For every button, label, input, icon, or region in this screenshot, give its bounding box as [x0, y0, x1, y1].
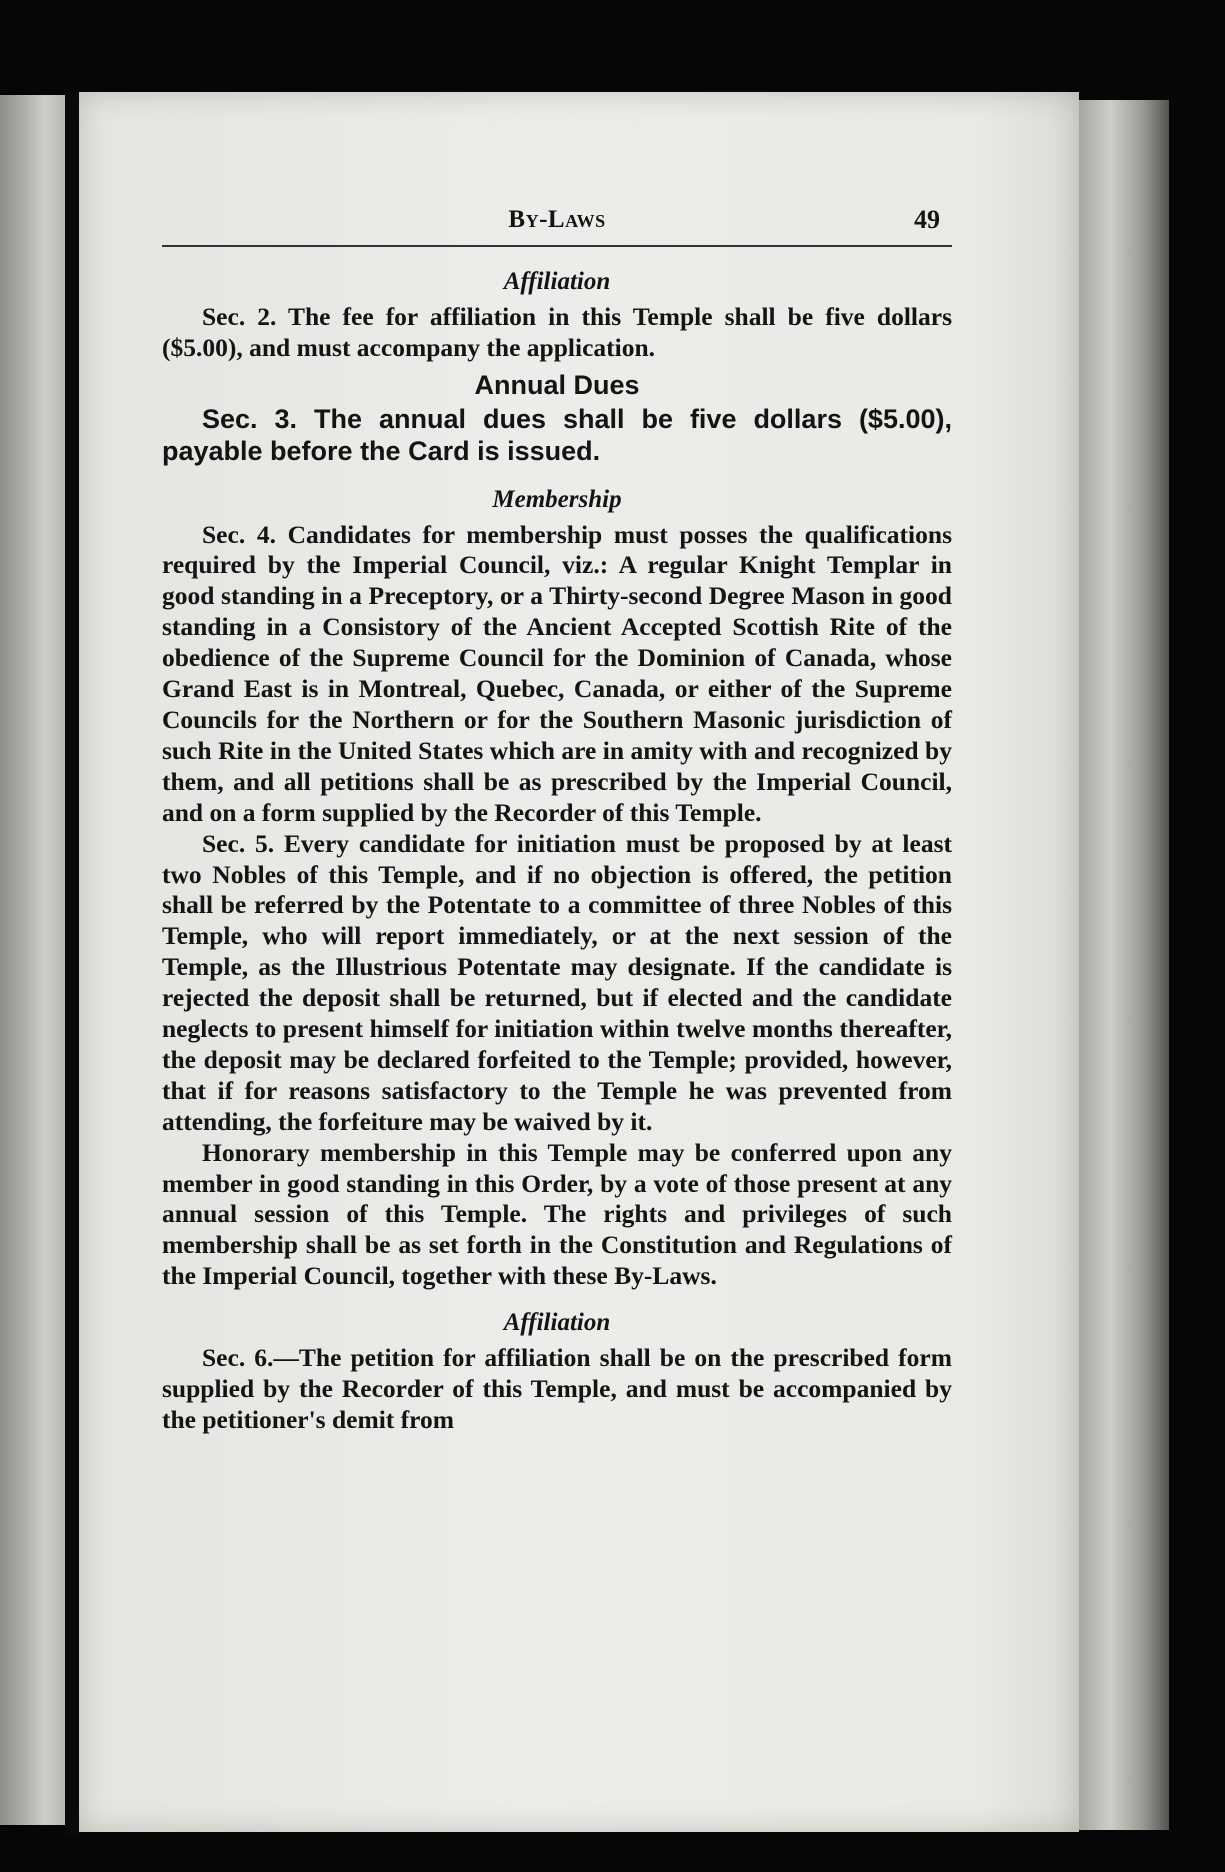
- annual-dues-heading: Annual Dues: [474, 369, 640, 400]
- page-content: [162, 205, 952, 1436]
- honorary-membership-paragraph: Honorary membership in this Temple may be conferred upon any member in good standing in this Order, by a vote of those present at any annual session of this Temple. The rights and privileges of such membership shall be as set forth in the Constitution and Regulations of the Imperial Council, together with these By-Laws.: [162, 1137, 952, 1291]
- membership-heading: Membership: [492, 485, 622, 513]
- facing-page-edge: [0, 95, 65, 1825]
- affiliation-heading-2: Affiliation: [503, 1309, 611, 1337]
- section-4-paragraph: Sec. 4. Candidates for membership must posses the qualifications required by the Imperial Council, viz.: A regular Knight Templar in good standing in a Preceptory, or a Thirty-second Degree Mason in good standing in a Consistory of the Ancient Accepted Scottish Rite of the obedience of the Supreme Council for the Dominion of Canada, whose Grand East is in Montreal, Quebec, Canada, or either of the Supreme Councils for the Northern or for the Southern Masonic jurisdiction of such Rite in the United States which are in amity with and recognized by them, and all petitions shall be as prescribed by the Imperial Council, and on a form supplied by the Recorder of this Temple.: [162, 519, 952, 827]
- section-2-paragraph: Sec. 2. The fee for affiliation in this Temple shall be five dollars ($5.00), and must accompany the application.: [162, 301, 952, 362]
- running-title: By-Laws: [508, 206, 606, 233]
- page-stack-edge: [1079, 100, 1169, 1830]
- book-gutter: [65, 90, 79, 1835]
- section-5-paragraph: Sec. 5. Every candidate for initiation must be proposed by at least two Nobles of this Temple, and if no objection is offered, the petition shall be referred by the Potentate to a committee of three Nobles of this Temple, who will report immediately, or at the next session of the Temple, as the Illustrious Potentate may designate. If the candidate is rejected the deposit shall be returned, but if elected and the candidate neglects to present himself for initiation within twelve months thereafter, the deposit may be declared forfeited to the Temple; provided, however, that if for reasons satisfactory to the Temple he was prevented from attending, the forfeiture may be waived by it.: [162, 828, 952, 1136]
- affiliation-heading: Affiliation: [503, 268, 611, 295]
- section-6-paragraph: Sec. 6.—The petition for affiliation shall be on the prescribed form supplied by the Recorder of this Temple, and must be accompanied by the petitioner's demit from: [162, 1343, 952, 1434]
- page-header: [162, 205, 952, 247]
- section-3-paragraph: Sec. 3. The annual dues shall be five dollars ($5.00), payable before the Card is issued.: [162, 403, 952, 466]
- spacer: [162, 1292, 952, 1306]
- page-number: 49: [914, 205, 940, 234]
